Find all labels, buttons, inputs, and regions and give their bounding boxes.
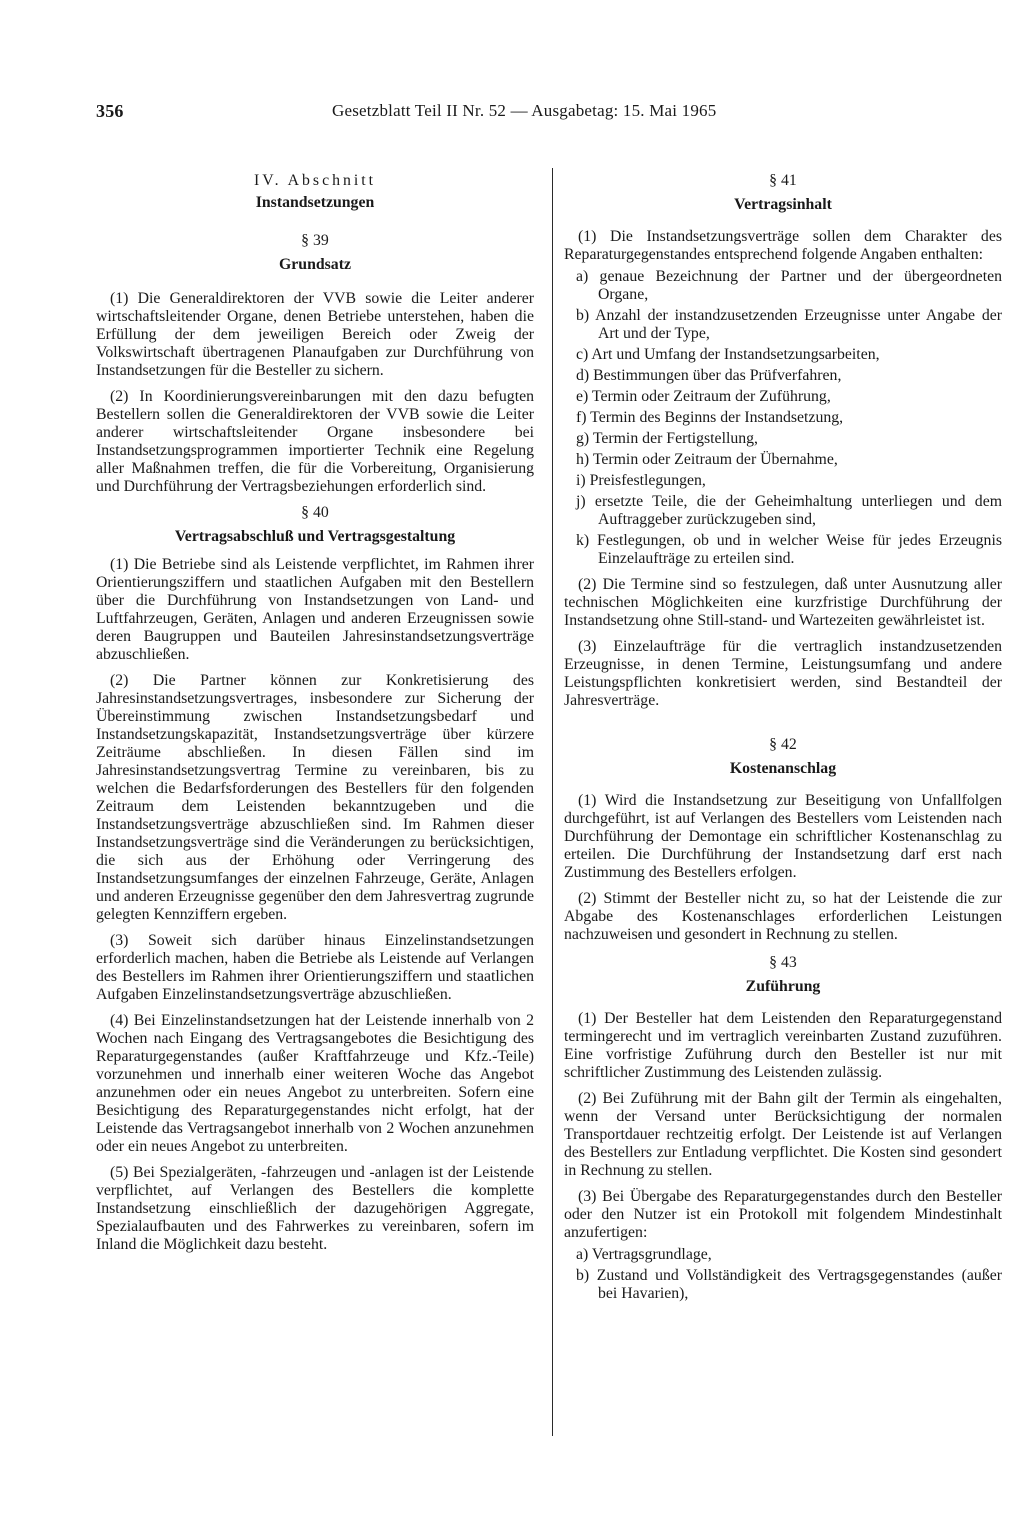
paragraph-42-2: (2) Stimmt der Besteller nicht zu, so hat der Leistende die zur Abgabe des Kostenanschlages erforderlichen Leistungen nachzuweisen und gesondert in Rechnung zu stellen. — [564, 890, 1002, 943]
paragraph-41-number: § 41 — [769, 172, 797, 189]
list-item: g) Termin der Fertigstellung, — [576, 430, 758, 447]
paragraph-40-number: § 40 — [301, 504, 329, 521]
list-item: h) Termin oder Zeitraum der Übernahme, — [576, 451, 838, 468]
list-item: j) ersetzte Teile, die der Geheimhaltung unterliegen und dem Auftraggeber zurückzugeben sind, — [576, 493, 1002, 528]
column-divider — [552, 168, 553, 1436]
paragraph-43-3: (3) Bei Übergabe des Reparaturgegenstandes durch den Besteller oder den Nutzer ist ein Protokoll mit folgendem Mindestinhalt anzufertigen: — [564, 1188, 1002, 1241]
paragraph-39-title: Grundsatz — [279, 256, 351, 273]
paragraph-40-5: (5) Bei Spezialgeräten, -fahrzeugen und -anlagen ist der Leistende verpflichtet, auf Verlangen des Bestellers die komplette Instandsetzung einschließlich der dazugehörigen Aggregate, Spezialaufbauten und des Fahrwerkes zu vereinbaren, sofern im Inland die Möglichkeit dazu besteht. — [96, 1164, 534, 1253]
list-item: b) Zustand und Vollständigkeit des Vertragsgegenstandes (außer bei Havarien), — [576, 1267, 1002, 1302]
paragraph-41-1: (1) Die Instandsetzungsverträge sollen dem Charakter des Reparaturgegenstandes entsprechend folgende Angaben enthalten: — [564, 228, 1002, 263]
paragraph-43-title: Zuführung — [745, 978, 821, 995]
paragraph-39-2: (2) In Koordinierungsvereinbarungen mit den dazu befugten Bestellern sollen die Generaldirektoren der VVB sowie die Leiter anderer wirtschaftsleitender Organe insbesondere bei Instandsetzungsprogrammen importierter Technik eine Regelung aller Maßnahmen treffen, die für die Vorbereitung, Organisierung und Durchführung der Vertragsbeziehungen erforderlich sind. — [96, 388, 534, 495]
page-number: 356 — [96, 101, 124, 121]
paragraph-39-number: § 39 — [301, 232, 329, 249]
list-item: b) Anzahl der instandzusetzenden Erzeugnisse unter Angabe der Art und der Type, — [576, 307, 1002, 342]
list-item: d) Bestimmungen über das Prüfverfahren, — [576, 367, 842, 384]
paragraph-40-3: (3) Soweit sich darüber hinaus Einzelinstandsetzungen erforderlich machen, haben die Betriebe als Leistende auf Verlangen des Bestellers im Rahmen ihrer Orientierungsziffern und staatlichen Aufgaben Einzelinstandsetzungsverträge abzuschließen. — [96, 932, 534, 1003]
paragraph-43-number: § 43 — [769, 954, 797, 971]
paragraph-42-title: Kostenanschlag — [729, 760, 837, 777]
paragraph-41-2: (2) Die Termine sind so festzulegen, daß unter Ausnutzung aller technischen Möglichkeiten eine kurzfristige Durchführung der Instandsetzung ohne Still-stand- und Wartezeiten gewährleistet ist. — [564, 576, 1002, 629]
list-item: e) Termin oder Zeitraum der Zuführung, — [576, 388, 831, 405]
list-item: a) genaue Bezeichnung der Partner und der übergeordneten Organe, — [576, 268, 1002, 303]
paragraph-40-1: (1) Die Betriebe sind als Leistende verpflichtet, im Rahmen ihrer Orientierungsziffern und staatlichen Aufgaben mit den Bestellern über die Durchführung von Instandsetzungen von Land- und Luftfahrzeugen, Geräten, Anlagen und anderen Erzeugnissen sowie deren Baugruppen und Bauteilen Jahresinstandsetzungsverträge abzuschließen. — [96, 556, 534, 663]
list-item: i) Preisfestlegungen, — [576, 472, 706, 489]
paragraph-41-3: (3) Einzelaufträge für die vertraglich instandzusetzenden Erzeugnisse, in denen Termine, Leistungsumfang und andere Leistungspflichten konkretisiert werden, sind Bestandteil der Jahresverträge. — [564, 638, 1002, 709]
paragraph-40-2: (2) Die Partner können zur Konkretisierung des Jahresinstandsetzungsvertrages, insbesondere zur Sicherung der Übereinstimmung zwischen Instandsetzungsbedarf und Instandsetzungskapazität, Instandsetzungsverträge über kürzere Zeiträume abschließen. In diesen Fällen sind im Jahresinstandsetzungsvertrag Termine zu vereinbaren, bis zu welchen die Bedarfsforderungen des Bestellers für den folgenden Zeitraum dem Leistenden bekanntzugeben und die Instandsetzungsverträge abzuschließen sind. Im Rahmen dieser Instandsetzungsverträge sind die Veränderungen zu berücksichtigen, die sich aus der Erhöhung oder Verringerung des Instandsetzungsumfanges der einzelnen Fahrzeuge, Geräte, Anlagen und anderen Erzeugnisse gegenüber den dem Jahresvertrag zugrunde gelegten Kennziffern ergeben. — [96, 672, 534, 923]
paragraph-39-1: (1) Die Generaldirektoren der VVB sowie die Leiter anderer wirtschaftsleitender Organe, denen Betriebe unterstehen, haben die Erfüllung der dem jeweiligen Bereich oder Zweig der Volkswirtschaft übertragenen Planaufgaben zur Durchführung von Instandsetzungen für die Besteller zu sichern. — [96, 290, 534, 379]
paragraph-40-title: Vertragsabschluß und Vertragsgestaltung — [174, 528, 456, 545]
list-item: a) Vertragsgrundlage, — [576, 1246, 712, 1263]
paragraph-42-1: (1) Wird die Instandsetzung zur Beseitigung von Unfallfolgen durchgeführt, ist auf Verlangen des Bestellers vom Leistenden nach Durchführung der Demontage ein schriftlicher Kostenanschlag zu erteilen. Die Durchführung der Instandsetzung darf erst nach Zustimmung des Bestellers erfolgen. — [564, 792, 1002, 881]
right-column — [564, 164, 1002, 1306]
paragraph-40-4: (4) Bei Einzelinstandsetzungen hat der Leistende innerhalb von 2 Wochen nach Eingang des Vertragsangebotes die Besichtigung des Reparaturgegenstandes (außer Kraftfahrzeuge und Kfz.-Teile) vorzunehmen und innerhalb einer weiteren Woche das Angebot anzunehmen oder ein neues Angebot zu unterbreiten. Sofern eine Besichtigung des Reparaturgegenstandes nicht erfolgt, hat der Leistende das Vertragsangebot innerhalb von 2 Wochen anzunehmen oder ein neues Angebot zu unterbreiten. — [96, 1012, 534, 1155]
list-item: f) Termin des Beginns der Instandsetzung, — [576, 409, 844, 426]
left-column — [96, 164, 534, 1262]
section-subtitle: Instandsetzungen — [255, 194, 375, 211]
paragraph-43-1: (1) Der Besteller hat dem Leistenden den Reparaturgegenstand termingerecht und im vertraglich vereinbarten Zustand zuzuführen. Eine vorfristige Zuführung durch den Besteller ist nur mit schriftlicher Zustimmung des Leistenden zulässig. — [564, 1010, 1002, 1081]
list-item: c) Art und Umfang der Instandsetzungsarbeiten, — [576, 346, 880, 363]
paragraph-41-title: Vertragsinhalt — [734, 196, 832, 213]
paragraph-42-number: § 42 — [769, 736, 797, 753]
list-item: k) Festlegungen, ob und in welcher Weise für jedes Erzeugnis Einzelaufträge zu erteilen sind. — [576, 532, 1002, 567]
section-title: IV. Abschnitt — [253, 172, 377, 189]
paragraph-43-2: (2) Bei Zuführung mit der Bahn gilt der Termin als eingehalten, wenn der Versand unter Berücksichtigung der normalen Transportdauer rechtzeitig erfolgt. Der Leistende ist auf Verlangen des Bestellers zur Entladung verpflichtet. Die Kosten sind gesondert in Rechnung zu stellen. — [564, 1090, 1002, 1179]
header-title: Gesetzblatt Teil II Nr. 52 — Ausgabetag: 15. Mai 1965 — [332, 101, 717, 120]
